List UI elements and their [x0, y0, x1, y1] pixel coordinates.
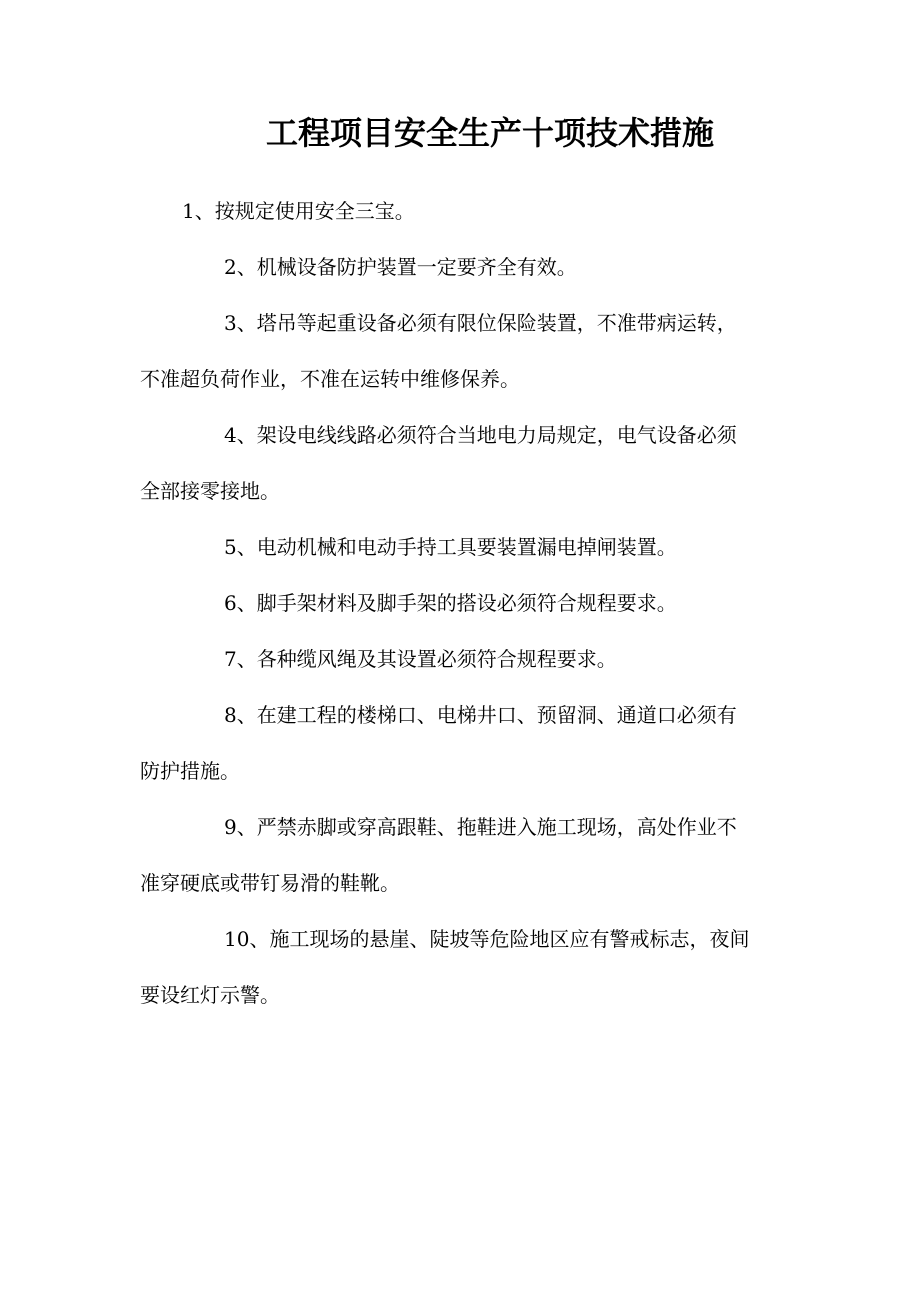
measure-item-10-line-2: 要设红灯示警。	[140, 983, 280, 1007]
measure-item-1-line-1: 1、按规定使用安全三宝。	[182, 199, 415, 223]
measure-item-9-line-1: 9、严禁赤脚或穿高跟鞋、拖鞋进入施工现场，高处作业不	[224, 815, 737, 839]
measure-item-5-line-1: 5、电动机械和电动手持工具要装置漏电掉闸装置。	[224, 535, 677, 559]
measure-item-1	[140, 183, 832, 239]
document-title: 工程项目安全生产十项技术措施	[265, 114, 714, 152]
measure-item-2	[140, 239, 790, 295]
measure-item-3-line-1: 3、塔吊等起重设备必须有限位保险装置，不准带病运转，	[224, 311, 737, 335]
measure-item-6	[140, 575, 790, 631]
measure-item-5	[140, 519, 790, 575]
measure-item-7-line-1: 7、各种缆风绳及其设置必须符合规程要求。	[224, 647, 617, 671]
measure-item-3-line-2: 不准超负荷作业，不准在运转中维修保养。	[140, 367, 520, 391]
measure-item-6-line-1: 6、脚手架材料及脚手架的搭设必须符合规程要求。	[224, 591, 677, 615]
measure-item-10-line-1: 10、施工现场的悬崖、陡坡等危险地区应有警戒标志，夜间	[224, 927, 750, 951]
measure-item-7	[140, 631, 790, 687]
measure-item-4-line-2: 全部接零接地。	[140, 479, 280, 503]
measure-item-4	[140, 407, 790, 519]
measure-item-4-line-1: 4、架设电线线路必须符合当地电力局规定，电气设备必须	[224, 423, 737, 447]
measure-item-2-line-1: 2、机械设备防护装置一定要齐全有效。	[224, 255, 577, 279]
measure-item-10	[140, 911, 790, 1023]
measure-item-8-line-2: 防护措施。	[140, 759, 240, 783]
measure-item-9	[140, 799, 790, 911]
measure-item-9-line-2: 准穿硬底或带钉易滑的鞋靴。	[140, 871, 400, 895]
measure-item-8-line-1: 8、在建工程的楼梯口、电梯井口、预留洞、通道口必须有	[224, 703, 737, 727]
measure-item-3	[140, 295, 790, 407]
measure-item-8	[140, 687, 790, 799]
